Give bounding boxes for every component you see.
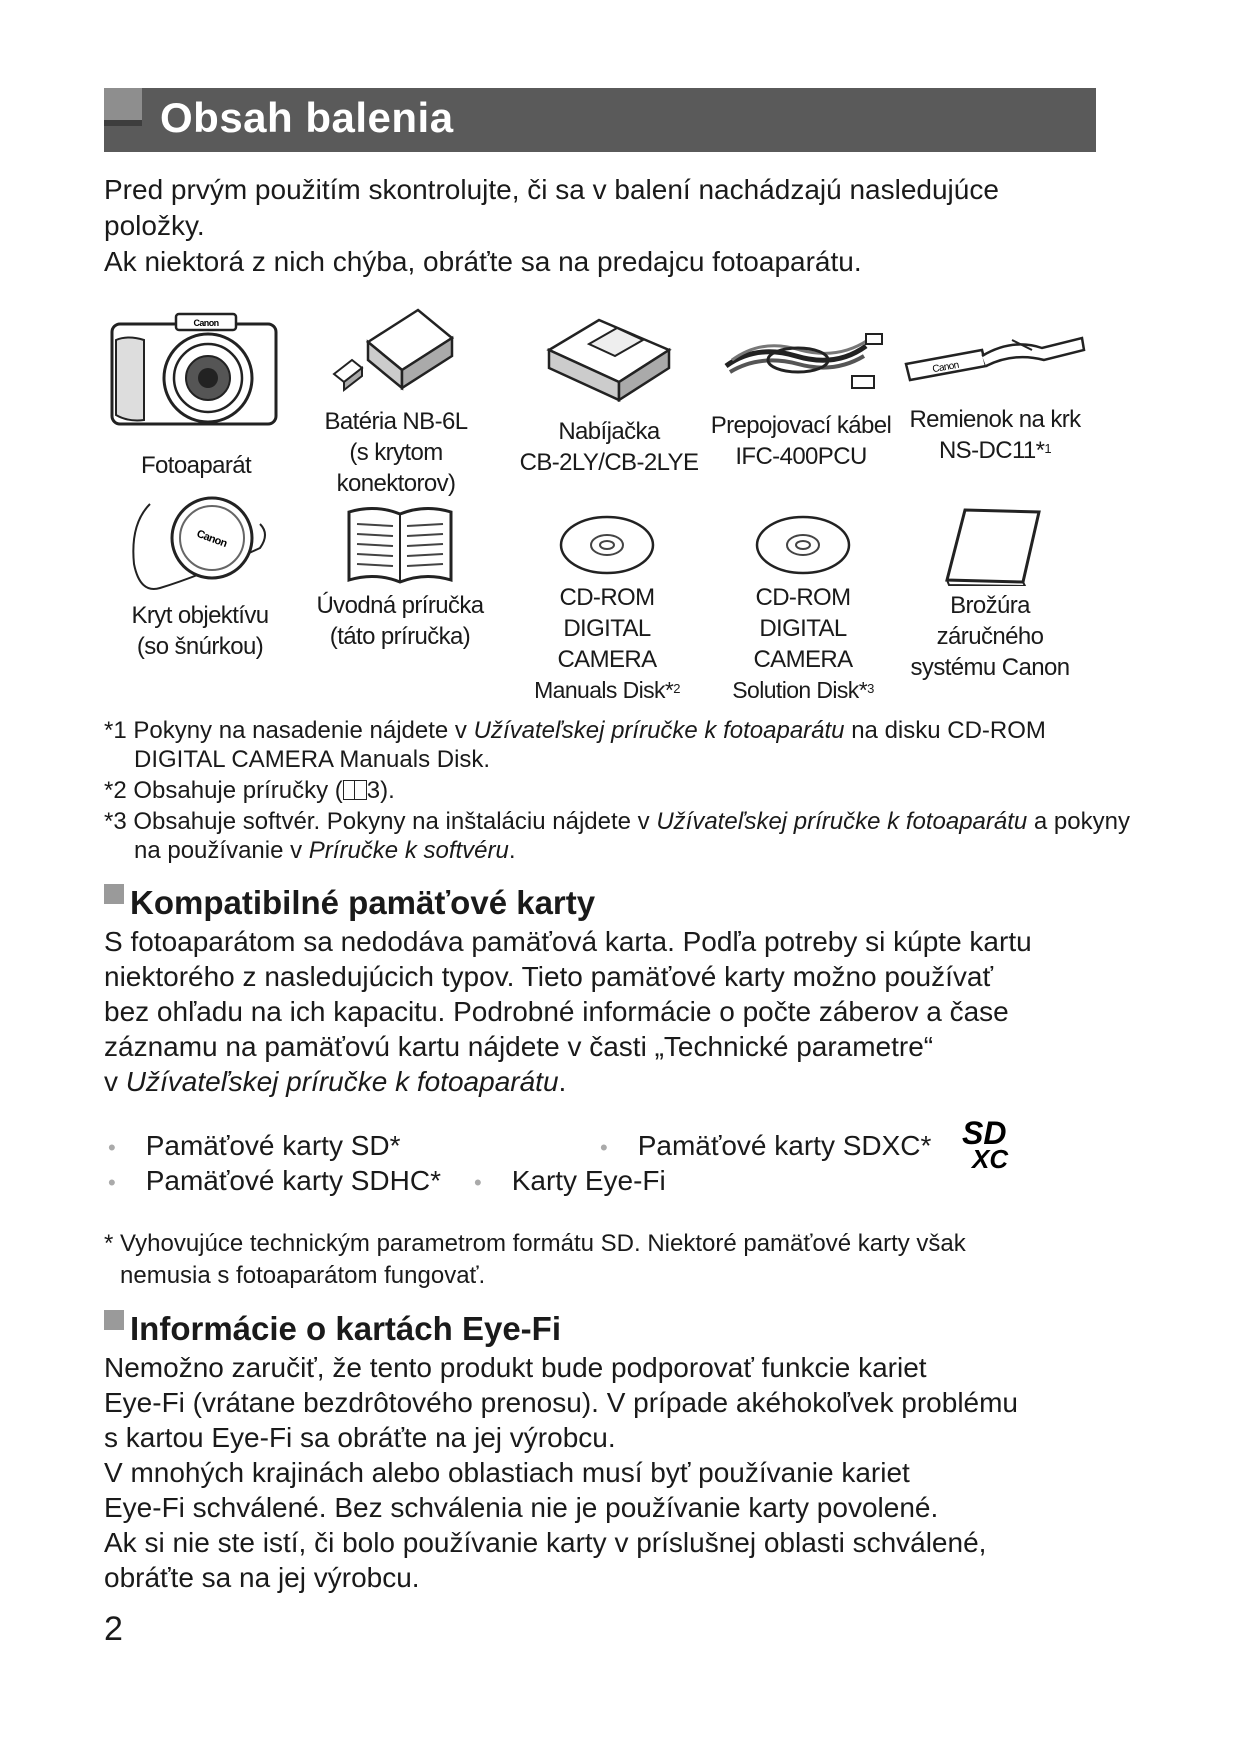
paragraph-line: Nemožno zaručiť, že tento produkt bude podporovať funkcie kariet <box>104 1352 927 1383</box>
item-label: DIGITAL CAMERA <box>557 615 657 673</box>
footnote-marker: 2 <box>673 681 680 696</box>
sdxc-logo-sd: SD <box>962 1115 1007 1151</box>
item-label-text: NS-DC11* <box>938 437 1045 464</box>
footnote-italic: Príručke k softvéru <box>308 837 509 864</box>
footnote-marker: 3 <box>867 681 874 696</box>
item-label: (táto príručka) <box>329 623 471 650</box>
item-label: Brožúra <box>950 592 1030 619</box>
footnote-italic: Užívateľskej príručke k fotoaparátu <box>656 808 1028 835</box>
item-strap <box>900 320 1090 466</box>
eyefi-paragraph <box>104 1350 1134 1595</box>
paragraph-text: v <box>104 1066 126 1097</box>
paragraph-line: Eye-Fi schválené. Bez schválenia nie je používanie karty povolené. <box>104 1492 939 1523</box>
footnote-text: na disku CD-ROM DIGITAL CAMERA Manuals Disk. <box>134 717 1046 773</box>
card-type-item <box>600 1128 931 1165</box>
item-label: Nabíjačka <box>558 418 660 445</box>
item-label: CD-ROM <box>755 584 851 611</box>
item-label: DIGITAL CAMERA <box>753 615 853 673</box>
item-guide <box>308 504 492 652</box>
cable-icon <box>716 316 886 402</box>
footnote-italic: Užívateľskej príručke k fotoaparátu <box>473 717 845 744</box>
page-ref: 3 <box>366 777 381 804</box>
item-label: Fotoaparát <box>140 452 252 479</box>
card-type-label: Karty Eye-Fi <box>511 1165 666 1196</box>
item-label: CB-2LY/CB-2LYE <box>519 449 699 476</box>
item-label: (s krytom konektorov) <box>336 439 456 497</box>
cd-icon <box>753 512 853 578</box>
bullet: • <box>108 1135 116 1160</box>
footnote-text: *1 Pokyny na nasadenie nájdete v <box>104 717 474 744</box>
item-label: systému Canon <box>910 654 1070 681</box>
item-label: IFC-400PCU <box>735 443 867 470</box>
cap-brand-label: Canon <box>194 527 229 550</box>
page-title: Obsah balenia <box>160 94 454 141</box>
paragraph-line <box>104 1064 1134 1099</box>
bullet: • <box>108 1170 116 1195</box>
item-label <box>900 435 1090 466</box>
item-label: CD-ROM <box>559 584 655 611</box>
strap-icon <box>902 320 1088 400</box>
item-cd-solution <box>708 512 898 706</box>
section-square-icon <box>104 1310 124 1330</box>
note-line: nemusia s fotoaparátom fungovať. <box>120 1262 486 1289</box>
book-ref-icon <box>343 780 367 800</box>
bullet: • <box>600 1135 608 1160</box>
item-label <box>708 675 898 706</box>
item-cd-manuals <box>512 512 702 706</box>
sdxc-logo-xc: XC <box>972 1144 1009 1172</box>
paragraph-line: niektorého z nasledujúcich typov. Tieto pamäťové karty možno používať <box>104 961 993 992</box>
item-cable <box>706 316 896 472</box>
footnotes <box>104 716 1134 867</box>
card-type-label: Pamäťové karty SDXC* <box>637 1130 932 1161</box>
lens-cap-icon <box>120 484 280 604</box>
footnote-marker: 1 <box>1044 441 1052 456</box>
footnote-2 <box>104 776 1134 805</box>
item-label: záručného <box>936 623 1044 650</box>
page-number: 2 <box>104 1610 123 1648</box>
battery-icon <box>326 302 466 402</box>
intro-line: Ak niektorá z nich chýba, obráťte sa na predajcu fotoaparátu. <box>104 246 862 277</box>
item-lens-cap <box>116 484 284 662</box>
sdxc-logo <box>944 1114 1040 1172</box>
footnote-text: *3 Obsahuje softvér. Pokyny na inštaláciu nájdete v <box>104 808 657 835</box>
paragraph-line: záznamu na pamäťovú kartu nájdete v časti „Technické parametre“ <box>104 1031 934 1062</box>
heading-text: Informácie o kartách Eye-Fi <box>130 1310 561 1347</box>
item-battery <box>290 302 502 499</box>
cards-paragraph <box>104 924 1134 1099</box>
paragraph-line: S fotoaparátom sa nedodáva pamäťová karta. Podľa potreby si kúpte kartu <box>104 926 1032 957</box>
card-type-item <box>108 1128 401 1165</box>
title-corner-decoration <box>104 88 142 126</box>
cd-icon <box>557 512 657 578</box>
paragraph-line: V mnohých krajinách alebo oblastiach musí byť používanie kariet <box>104 1457 910 1488</box>
footnote-3 <box>104 807 1134 865</box>
section-square-icon <box>104 884 124 904</box>
item-label: Prepojovací kábel <box>710 412 892 439</box>
item-label: Úvodná príručka <box>316 592 484 619</box>
item-label: (so šnúrkou) <box>136 633 264 660</box>
camera-icon <box>108 310 284 430</box>
card-type-label: Pamäťové karty SDHC* <box>145 1165 441 1196</box>
paragraph-italic: Užívateľskej príručke k fotoaparátu <box>125 1066 559 1097</box>
sd-note <box>104 1228 1134 1292</box>
item-label: Kryt objektívu <box>131 602 269 629</box>
item-camera <box>108 310 284 481</box>
footnote-text: *2 Obsahuje príručky ( <box>104 777 343 804</box>
card-type-item <box>108 1163 441 1200</box>
item-warranty <box>900 506 1080 683</box>
item-label <box>512 675 702 706</box>
strap-brand-label: Canon <box>931 359 960 376</box>
intro-text <box>104 172 1104 280</box>
item-label: Batéria NB-6L <box>324 408 468 435</box>
footnote-text: a pokyny na používanie v <box>134 808 1130 864</box>
footnote-text: ). <box>380 777 395 804</box>
paragraph-line: s kartou Eye-Fi sa obráťte na jej výrobcu. <box>104 1422 616 1453</box>
section-title-bar <box>104 88 1096 152</box>
paragraph-line: obráťte sa na jej výrobcu. <box>104 1562 420 1593</box>
booklet-icon <box>935 506 1045 586</box>
card-type-label: Pamäťové karty SD* <box>145 1130 401 1161</box>
charger-icon <box>539 310 679 402</box>
section-heading-eyefi <box>104 1310 561 1348</box>
intro-line: Pred prvým použitím skontrolujte, či sa v balení nachádzajú nasledujúce <box>104 174 999 205</box>
camera-brand-label: Canon <box>193 318 219 328</box>
footnote-1 <box>104 716 1134 774</box>
book-icon <box>345 504 455 586</box>
item-label-text: Manuals Disk* <box>534 677 674 703</box>
footnote-text: . <box>508 837 516 864</box>
heading-text: Kompatibilné pamäťové karty <box>130 884 596 921</box>
note-line: * Vyhovujúce technickým parametrom formátu SD. Niektoré pamäťové karty však <box>104 1230 966 1257</box>
intro-line: položky. <box>104 210 205 241</box>
item-label: Remienok na krk <box>909 406 1081 433</box>
item-charger <box>516 310 702 478</box>
item-label-text: Solution Disk* <box>732 677 868 703</box>
paragraph-line: Eye-Fi (vrátane bezdrôtového prenosu). V prípade akéhokoľvek problému <box>104 1387 1019 1418</box>
card-type-item <box>474 1163 666 1200</box>
paragraph-line: Ak si nie ste istí, či bolo používanie karty v príslušnej oblasti schválené, <box>104 1527 987 1558</box>
section-heading-cards <box>104 884 595 922</box>
paragraph-line: bez ohľadu na ich kapacitu. Podrobné informácie o počte záberov a čase <box>104 996 1009 1027</box>
bullet: • <box>474 1170 482 1195</box>
paragraph-text: . <box>558 1066 567 1097</box>
